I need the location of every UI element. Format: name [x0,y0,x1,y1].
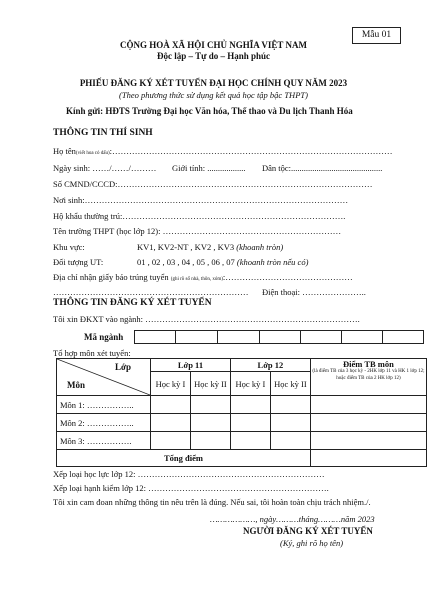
corner-label-class: Lớp [115,362,131,372]
average-note: (là điểm TB của 3 học kỳ - 2HK lớp 11 và HK 1 lớp 12; hoặc điểm TB của 2 HK lớp 12) [312,369,425,381]
motto: Độc lập – Tự do – Hạnh phúc [156,51,271,61]
id-field: Số CMND/CCCD:……………………………………………………………………………… [53,179,373,189]
major-code-divider [300,330,301,344]
address-line-2: …………………………………………………………… [53,287,249,297]
area-hint: (khoanh tròn) [236,242,284,252]
priority-label: Đối tượng UT: [53,257,104,267]
conduct-rank: Xếp loại hạnh kiểm lớp 12: ………………………………………………………. [53,483,329,493]
header-grade-11: Lớp 11 [151,359,231,372]
grade-cell[interactable] [190,414,230,432]
address-label: Địa chỉ nhận giấy báo trúng tuyển [53,272,169,282]
major-code-boxes[interactable] [134,330,424,344]
academic-rank: Xếp loại học lực lớp 12: ………………………………………………………… [53,469,325,479]
major-code-divider [175,330,176,344]
subject-combo-label: Tổ hợp môn xét tuyển: [53,348,131,358]
addressee-name: HĐTS Trường Đại học Văn hóa, Thể thao và Du lịch Thanh Hóa [105,106,353,116]
total-cell[interactable] [310,450,426,467]
national-title: CỘNG HOÀ XÃ HỘI CHỦ NGHĨA VIỆT NAM [120,40,307,50]
form-subtitle: (Theo phương thức sử dụng kết quả học tập bậc THPT) [119,90,308,100]
major-code-divider [382,330,383,344]
major-code-divider [259,330,260,344]
birthplace-field: Nơi sinh:………………………………………………………………………………… [53,195,349,205]
name-label: Họ tên [53,146,76,156]
addressee-label: Kính gửi: [66,106,104,116]
grade-cell[interactable] [190,432,230,450]
area-options [137,242,283,252]
section-registration-info: THÔNG TIN ĐĂNG KÝ XÉT TUYỂN [53,298,212,308]
grade-cell[interactable] [151,432,191,450]
header-grade-12: Lớp 12 [230,359,310,372]
name-note: (viết hoa có dấu) [75,151,110,156]
gender-field: Giới tính: .................. [172,163,246,173]
semester-1-g11: Học kỳ I [151,372,191,396]
grade-cell[interactable] [151,414,191,432]
priority-values: 01 , 02 , 03 , 04 , 05 , 06 , 07 [137,257,235,267]
ethnic-field: Dân tộc:........................................... [262,163,383,173]
grade-cell[interactable] [270,396,310,414]
addressee-line [66,106,353,116]
grade-cell[interactable] [230,396,270,414]
signer-title: NGƯỜI ĐĂNG KÝ XÉT TUYỂN [243,526,373,536]
area-label: Khu vực: [53,242,85,252]
grade-cell[interactable] [270,432,310,450]
header-average [310,359,426,396]
grade-cell[interactable] [151,396,191,414]
area-values: KV1, KV2-NT , KV2 , KV3 [137,242,235,252]
grades-table [56,358,427,467]
average-cell[interactable] [310,432,426,450]
semester-2-g12: Học kỳ II [270,372,310,396]
semester-1-g12: Học kỳ I [230,372,270,396]
major-code-divider [217,330,218,344]
semester-2-g11: Học kỳ II [190,372,230,396]
average-cell[interactable] [310,396,426,414]
dob-field: Ngày sinh: ……/……/……… [53,163,157,173]
corner-label-subject: Môn [67,380,85,390]
school-field: Tên trường THPT (học lớp 12): ……………………………………………………… [53,226,342,236]
major-registration: Tôi xin ĐKXT vào ngành: …………………………………………………………………. [53,314,360,324]
phone-field: Điện thoại: ………………….. [262,287,366,297]
name-field [53,146,393,156]
grade-cell[interactable] [230,414,270,432]
major-code-divider [341,330,342,344]
pledge-text: Tôi xin cam đoan những thông tin nêu trên là đúng. Nếu sai, tôi hoàn toàn chịu trách nhiệm./. [53,497,371,507]
average-title: Điểm TB môn [343,359,394,369]
name-dots: :……………………………………………………………………………………… [109,146,393,156]
grade-cell[interactable] [230,432,270,450]
form-title: PHIẾU ĐĂNG KÝ XÉT TUYỂN ĐẠI HỌC CHÍNH QUY NĂM 2023 [79,78,348,88]
total-label: Tổng điểm [57,450,311,467]
address-field [53,272,353,282]
subject-2: Môn 2: …………….. [57,414,151,432]
signature-hint: (Ký, ghi rõ họ tên) [280,538,344,548]
grade-cell[interactable] [190,396,230,414]
table-corner-cell [57,359,151,396]
residence-field: Hộ khẩu thường trú:……………………………………………………………………. [53,211,346,221]
address-dots: :……………………………………… [222,272,353,282]
sign-date: ………………, ngày………tháng………năm 2023 [210,514,375,524]
subject-1: Môn 1: …………….. [57,396,151,414]
major-code-label: Mã ngành [84,332,124,342]
average-cell[interactable] [310,414,426,432]
section-candidate-info: THÔNG TIN THÍ SINH [53,128,153,138]
priority-options [137,257,308,267]
form-number-box: Mẫu 01 [352,27,401,44]
priority-hint: (khoanh tròn nếu có) [236,257,309,267]
address-note: (ghi rõ số nhà, thôn, xóm) [170,277,223,282]
grade-cell[interactable] [270,414,310,432]
subject-3: Môn 3: ……………. [57,432,151,450]
